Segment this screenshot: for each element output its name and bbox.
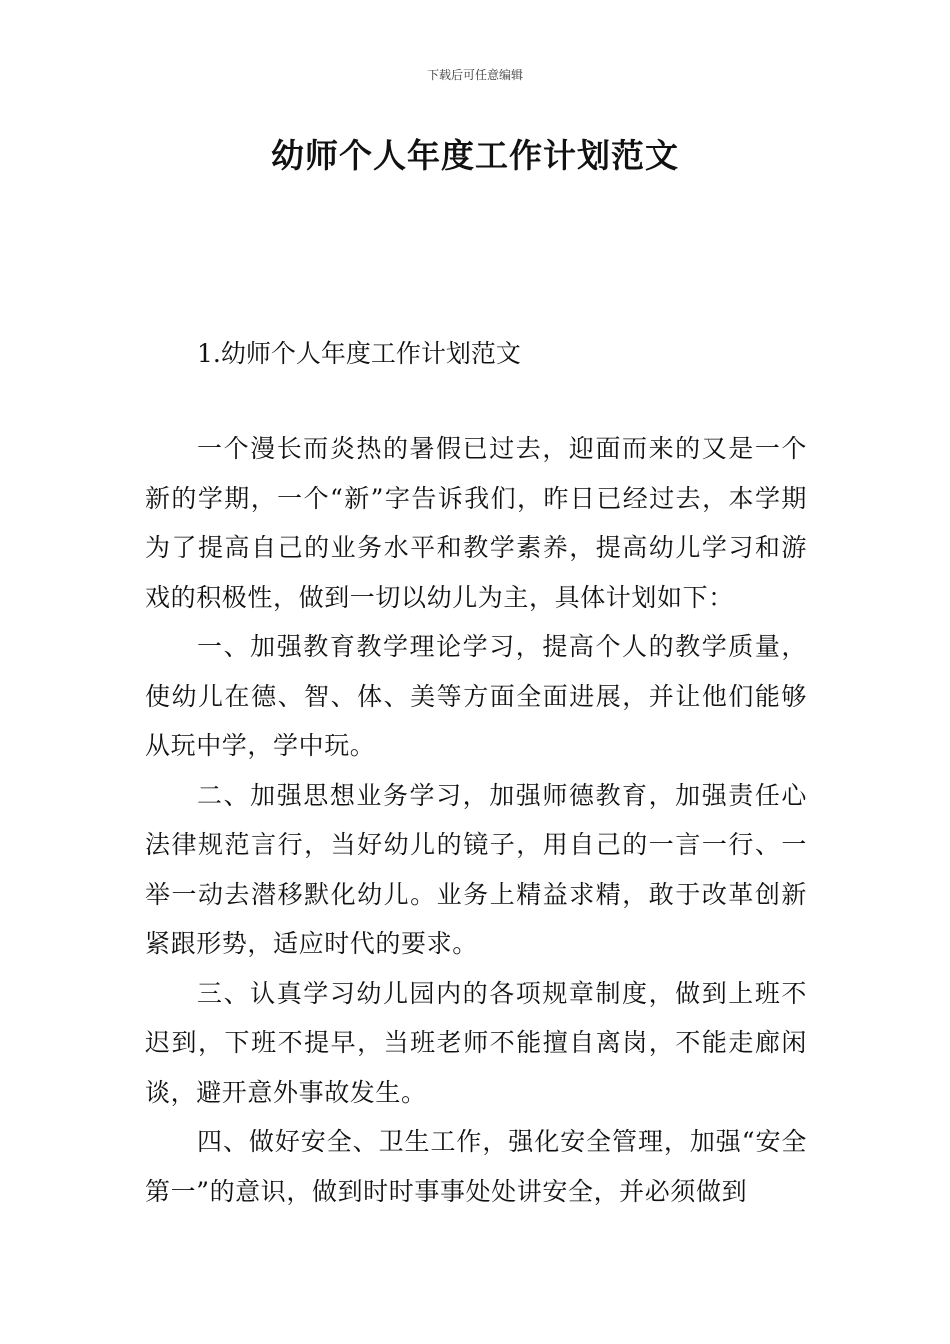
paragraph-intro: 一个漫长而炎热的暑假已过去，迎面而来的又是一个新的学期，一个“新”字告诉我们，昨日已经过去，本学期为了提高自己的业务水平和教学素养，提高幼儿学习和游戏的积极性，做到一切以幼儿为主，具体计划如下： bbox=[145, 434, 807, 612]
document-title: 幼师个人年度工作计划范文 bbox=[271, 136, 679, 175]
paragraph-item-4: 四、做好安全、卫生工作，强化安全管理，加强“安全第一”的意识，做到时时事事处处讲安全，并必须做到 bbox=[145, 1127, 807, 1206]
body-text bbox=[145, 424, 807, 1216]
paragraph-item-3: 三、认真学习幼儿园内的各项规章制度，做到上班不迟到，下班不提早，当班老师不能擅自离岗，不能走廊闲谈，避开意外事故发生。 bbox=[145, 978, 807, 1107]
header-note: 下载后可任意编辑 bbox=[426, 68, 523, 82]
paragraph-item-2: 二、加强思想业务学习，加强师德教育，加强责任心法律规范言行，当好幼儿的镜子，用自己的一言一行、一举一动去潜移默化幼儿。业务上精益求精，敢于改革创新紧跟形势，适应时代的要求。 bbox=[145, 780, 807, 958]
paragraph-item-1: 一、加强教育教学理论学习，提高个人的教学质量，使幼儿在德、智、体、美等方面全面进展，并让他们能够从玩中学，学中玩。 bbox=[145, 632, 807, 760]
section-heading: 1.幼师个人年度工作计划范文 bbox=[197, 339, 521, 368]
